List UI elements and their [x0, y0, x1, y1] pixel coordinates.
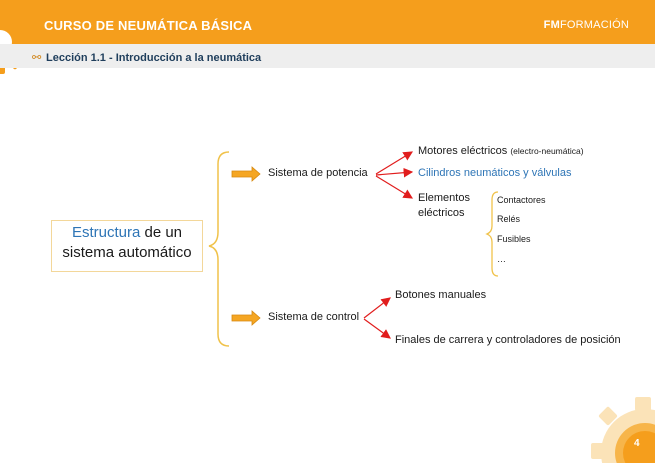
sub-item: Contactores: [497, 195, 546, 205]
arrow-to-motores: [376, 152, 412, 174]
link-icon: ⚯: [32, 52, 42, 64]
root-rest: de un: [140, 224, 183, 241]
arrow-to-finales: [364, 319, 390, 338]
node-sistema-potencia: Sistema de potencia: [268, 167, 368, 179]
node-sistema-control: Sistema de control: [268, 311, 360, 323]
lesson-title: Lección 1.1 - Introducción a la neumática: [46, 52, 262, 64]
root-highlight: Estructura: [71, 224, 141, 241]
arrow-control: [232, 311, 260, 325]
node-cilindros: Cilindros neumáticos y válvulas: [418, 167, 572, 179]
arrow-to-botones: [364, 298, 390, 318]
root-line2: sistema automático: [62, 244, 192, 261]
brand-logo-rest: FORMACIÓN: [559, 19, 629, 31]
main-brace: [209, 152, 229, 346]
arrow-to-elementos: [376, 176, 412, 198]
node-botones: Botones manuales: [395, 289, 487, 301]
node-finales: Finales de carrera y controladores de posición: [395, 334, 621, 346]
arrow-to-cilindros: [376, 172, 412, 175]
sub-item: Relés: [497, 214, 521, 224]
brand-logo-bold: FM: [543, 19, 560, 31]
arrow-potencia: [232, 167, 260, 181]
node-motores-note: (electro-neumática): [510, 146, 584, 156]
node-elementos-line2: eléctricos: [418, 207, 465, 219]
node-motores: [418, 145, 584, 157]
node-motores-label: Motores eléctricos: [418, 145, 508, 157]
root-node: [51, 220, 203, 272]
node-elementos-line1: Elementos: [418, 192, 470, 204]
gear-icon-bottom: [575, 383, 655, 463]
page-number: 4: [634, 438, 640, 449]
sub-item: …: [497, 254, 506, 264]
course-title: CURSO DE NEUMÁTICA BÁSICA: [44, 18, 253, 33]
sub-item: Fusibles: [497, 234, 531, 244]
